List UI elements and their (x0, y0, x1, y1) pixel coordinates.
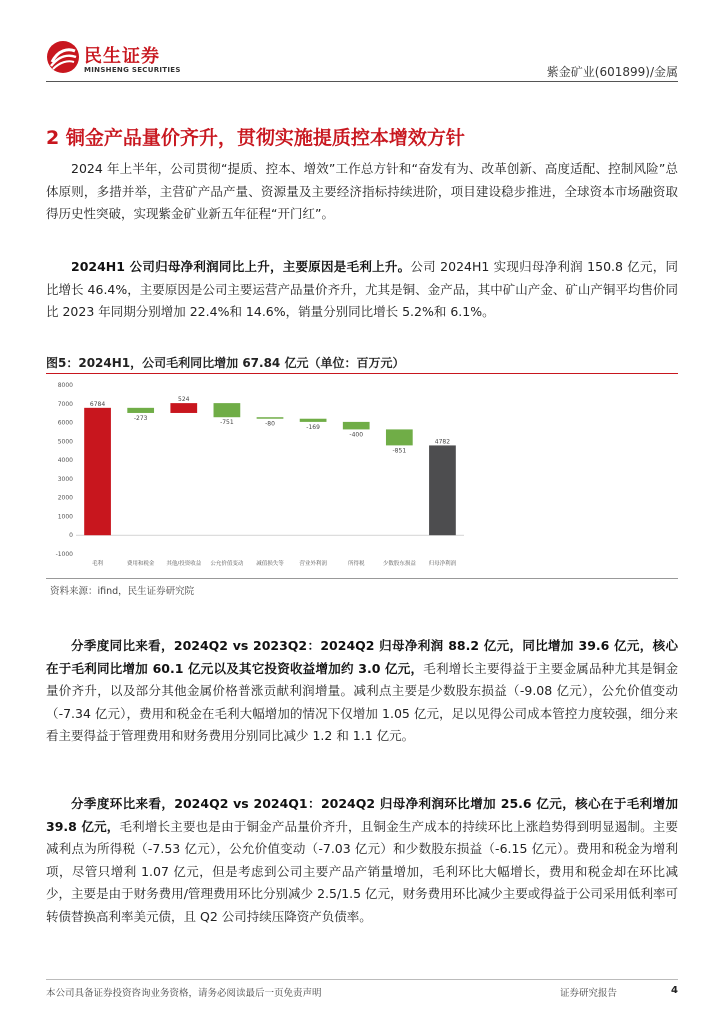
waterfall-bar (429, 445, 456, 535)
y-tick-label: 4000 (57, 457, 73, 465)
x-category-label: 少数股东损益 (382, 561, 416, 567)
data-label: -273 (133, 414, 148, 422)
paragraph-overview: 2024 年上半年，公司贯彻“提质、控本、增效”工作总方针和“奋发有为、改革创新、高度适配、控制风险”总体原则，多措并举，主营矿产品产量、资源量及主要经济指标持续进阶，项目建设稳步推进，全球资本市场融资取得历史性突破，实现紫金矿业新五年征程“开门红”。 (46, 161, 678, 221)
x-category-label: 毛利 (92, 561, 104, 567)
waterfall-bar (386, 429, 413, 445)
page-number: 4 (671, 985, 678, 996)
data-label: -851 (392, 447, 407, 455)
x-category-label: 减值损失等 (256, 561, 284, 567)
waterfall-chart (46, 376, 470, 572)
footer-divider (46, 979, 678, 980)
x-category-label: 归母净利润 (428, 561, 457, 567)
paragraph-q2-qoq (46, 793, 678, 928)
waterfall-bar (84, 408, 111, 535)
waterfall-bar (214, 403, 241, 417)
brand-name-cn: 民生证券 (84, 46, 160, 67)
minsheng-logo-icon (46, 40, 80, 74)
brand-name-en: MINSHENG SECURITIES (84, 66, 181, 74)
figure-bottom-rule (46, 578, 678, 579)
data-label: -169 (306, 423, 320, 431)
footer-doc-type: 证券研究报告 (560, 988, 618, 999)
paragraph-q2-qoq-lead: 分季度环比来看，2024Q2 vs 2024Q1：2024Q2 归母净利润环比增加 25.6 亿元，核心在于毛利增加 39.8 亿元， (46, 796, 678, 834)
paragraph-q2-yoy-body: 毛利增长主要得益于主要金属品种尤其是铜金量价齐升，以及部分其他金属价格普涨贡献利润增量。减利点主要是少数股东损益（-9.08 亿元），公允价值变动（-7.34 亿元），费用和税金在毛利大幅增加的情况下仅增加 1.05 亿元，足以见得公司成本管控力度较强，细分来看主要得益于管理费用和财务费用分别同比减少 1.2 和 1.1 亿元。 (46, 660, 678, 743)
data-label: 524 (178, 396, 190, 404)
y-tick-label: 1000 (57, 513, 73, 521)
footer-disclaimer: 本公司具备证券投资咨询业务资格，请务必阅读最后一页免责声明 (46, 988, 322, 999)
paragraph-h1-profit (46, 256, 678, 324)
data-label: -751 (220, 419, 234, 427)
waterfall-bar (127, 408, 154, 413)
paragraph-h1-profit-body: 公司 2024H1 实现归母净利润 150.8 亿元，同比增长 46.4%，主要原因是公司主要运营产品量价齐升，尤其是铜、金产品，其中矿山产金、矿山产铜平均售价同比 2023 年同期分别增加 22.4%和 14.6%，销量分别同比增长 5.2%和 6.1%。 (46, 259, 678, 319)
x-category-label: 其他/投资收益 (166, 561, 202, 567)
y-tick-label: 7000 (57, 400, 73, 408)
data-label: -80 (265, 420, 275, 428)
y-tick-label: 0 (69, 532, 73, 540)
x-category-label: 营业外利润 (299, 561, 327, 567)
y-tick-label: 5000 (57, 438, 73, 446)
figure-source: 资料来源：ifind，民生证券研究院 (50, 586, 195, 597)
waterfall-bar (170, 403, 197, 413)
y-tick-label: 3000 (57, 475, 73, 483)
x-category-label: 费用和税金 (126, 561, 155, 567)
waterfall-bar (343, 422, 370, 430)
paragraph-q2-yoy-lead: 分季度同比来看，2024Q2 vs 2023Q2：2024Q2 归母净利润 88.2 亿元，同比增加 39.6 亿元，核心在于毛利同比增加 60.1 亿元以及其它投资收益增加约 3.0 亿元， (46, 638, 678, 676)
figure-top-rule (46, 373, 678, 374)
x-category-label: 所得税 (347, 561, 365, 567)
x-category-label: 公允价值变动 (210, 561, 244, 567)
y-tick-label: 2000 (57, 494, 73, 502)
data-label: -400 (349, 431, 364, 439)
section-title: 2 铜金产品量价齐升，贯彻实施提质控本增效方针 (46, 127, 465, 149)
header-divider (46, 81, 678, 82)
figure-title: 图5：2024H1，公司毛利同比增加 67.84 亿元（单位：百万元） (46, 356, 405, 370)
waterfall-bar (257, 417, 284, 419)
paragraph-q2-yoy (46, 635, 678, 748)
data-label: 6784 (89, 400, 106, 408)
y-tick-label: 8000 (57, 382, 73, 389)
y-tick-label: 6000 (57, 419, 73, 427)
data-label: 4782 (434, 438, 451, 446)
paragraph-h1-profit-lead: 2024H1 公司归母净利润同比上升，主要原因是毛利上升。 (71, 259, 411, 274)
report-ticker: 紫金矿业(601899)/金属 (546, 65, 678, 79)
paragraph-q2-qoq-body: 毛利增长主要也是由于铜金产品量价齐升，且铜金生产成本的持续环比上涨趋势得到明显遏制。主要减利点为所得税（-7.53 亿元），公允价值变动（-7.03 亿元）和少数股东损益（-6.15 亿元）。费用和税金为增利项，尽管只增利 1.07 亿元，但是考虑到公司主要产品产销量增加，毛利环比大幅增长，费用和税金却在环比减少，主要是由于财务费用/管理费用环比分别减少 2.5/1.5 亿元，财务费用环比减少主要或得益于公司采用低利率可转债替换高利率美元债，且 Q2 公司持续压降资产负债率。 (46, 818, 678, 924)
y-tick-label: -1000 (55, 551, 73, 558)
waterfall-bar (300, 419, 327, 422)
